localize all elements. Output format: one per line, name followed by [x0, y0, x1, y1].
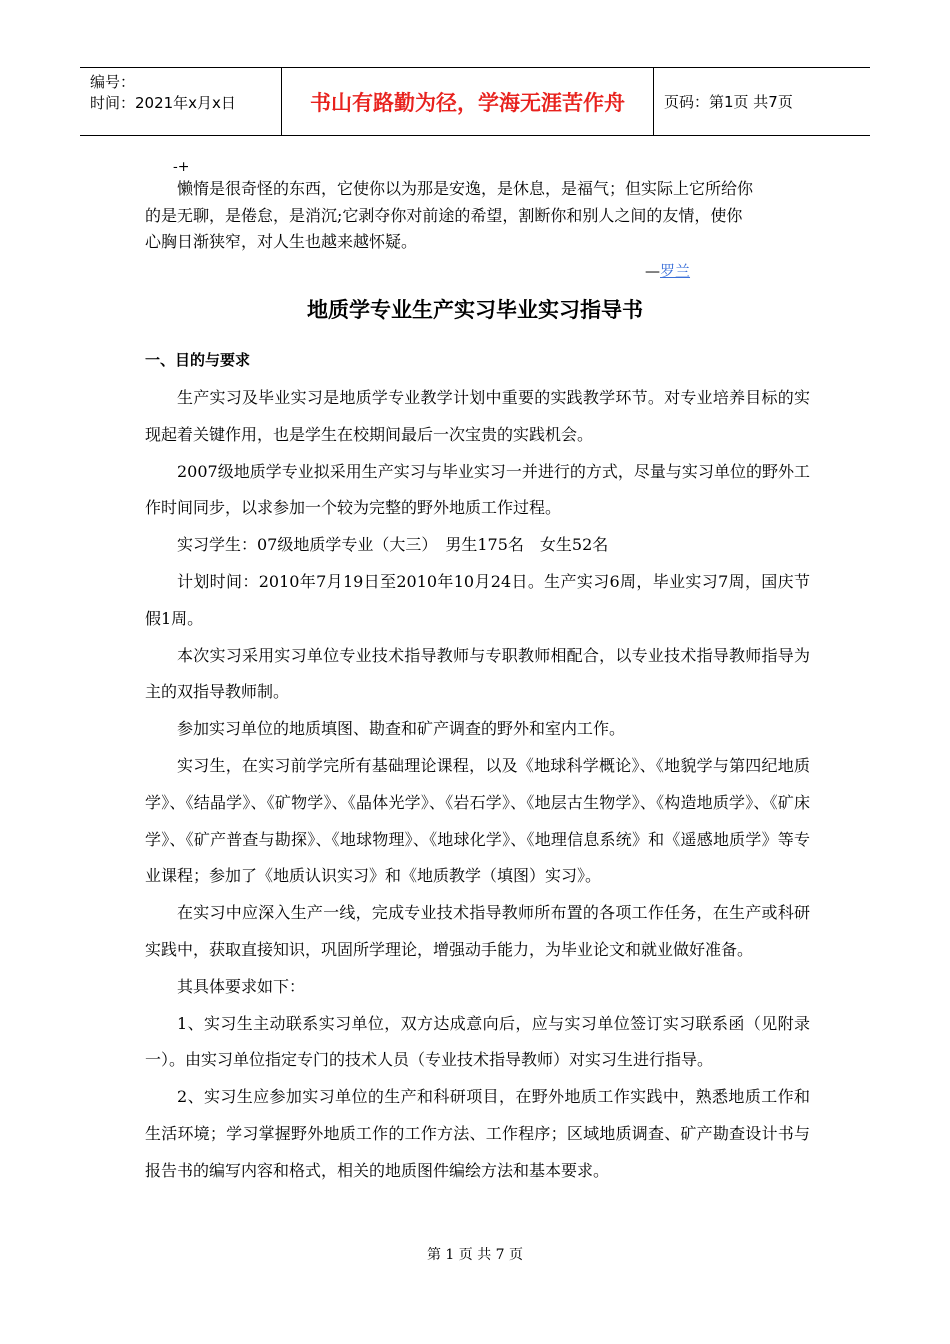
- section-body: [145, 380, 810, 1190]
- body-paragraph: 实习生，在实习前学完所有基础理论课程，以及《地球科学概论》、《地貌学与第四纪地质学》、《结晶学》、《矿物学》、《晶体光学》、《岩石学》、《地层古生物学》、《构造地质学》、《矿床学》、《矿产普查与勘探》、《地球物理》、《地球化学》、《地理信息系统》和《遥感地质学》等专业课程；参加了《地质认识实习》和《地质教学（填图）实习》。: [145, 755, 810, 886]
- quote-line: 懒惰是很奇怪的东西，它使你以为那是安逸，是休息，是福气；但实际上它所给你: [177, 179, 754, 198]
- header-motto: 书山有路勤为径，学海无涯苦作舟: [310, 90, 625, 115]
- header-motto-cell: [282, 68, 654, 135]
- document-title: 地质学专业生产实习毕业实习指导书: [307, 298, 643, 322]
- quote-attribution: [645, 262, 690, 280]
- body-paragraph: 1、实习生主动联系实习单位，双方达成意向后，应与实习单位签订实习联系函（见附录一）。由实习单位指定专门的技术人员（专业技术指导教师）对实习生进行指导。: [145, 1013, 810, 1070]
- header-page-info: 页码：第1页 共7页: [664, 93, 793, 111]
- section-heading: 一、目的与要求: [145, 351, 251, 369]
- header-table: [80, 67, 870, 136]
- body-paragraph: 2、实习生应参加实习单位的生产和科研项目，在野外地质工作实践中，熟悉地质工作和生活环境；学习掌握野外地质工作的工作方法、工作程序；区域地质调查、矿产勘查设计书与报告书的编写内容和格式，相关的地质图件编绘方法和基本要求。: [145, 1087, 810, 1180]
- body-paragraph: 参加实习单位的地质填图、勘查和矿产调查的野外和室内工作。: [177, 719, 626, 739]
- author-link[interactable]: 罗兰: [660, 262, 691, 280]
- document-number-label: 编号：: [90, 73, 136, 91]
- header-page-cell: [654, 68, 870, 135]
- document-time-label: 时间：2021年x月x日: [90, 94, 236, 112]
- body-paragraph: 实习学生：07级地质学专业（大三） 男生175名 女生52名: [177, 535, 609, 555]
- body-paragraph: 2007级地质学专业拟采用生产实习与毕业实习一并进行的方式，尽量与实习单位的野外工作时间同步，以求参加一个较为完整的野外地质工作过程。: [145, 461, 810, 518]
- quote-line: 心胸日渐狭窄，对人生也越来越怀疑。: [145, 232, 418, 251]
- page-footer: 第 1 页 共 7 页: [426, 1247, 524, 1263]
- quote: [145, 176, 810, 256]
- list-marker: -+: [173, 159, 190, 175]
- quote-block: [145, 158, 810, 256]
- quote-line: 的是无聊，是倦怠，是消沉;它剥夺你对前途的希望，割断你和别人之间的友情，使你: [145, 205, 743, 225]
- body-paragraph: 生产实习及毕业实习是地质学专业教学计划中重要的实践教学环节。对专业培养目标的实现起着关键作用，也是学生在校期间最后一次宝贵的实践机会。: [145, 388, 810, 444]
- header-meta-cell: [80, 68, 282, 135]
- body-paragraph: 在实习中应深入生产一线，完成专业技术指导教师所布置的各项工作任务，在生产或科研实践中，获取直接知识，巩固所学理论，增强动手能力，为毕业论文和就业做好准备。: [145, 903, 810, 959]
- attribution-dash: —: [645, 262, 660, 280]
- body-paragraph: 计划时间：2010年7月19日至2010年10月24日。生产实习6周，毕业实习7周，国庆节假1周。: [145, 571, 810, 628]
- body-paragraph: 本次实习采用实习单位专业技术指导教师与专职教师相配合，以专业技术指导教师指导为主的双指导教师制。: [145, 645, 810, 702]
- body-paragraph: 其具体要求如下：: [177, 976, 306, 996]
